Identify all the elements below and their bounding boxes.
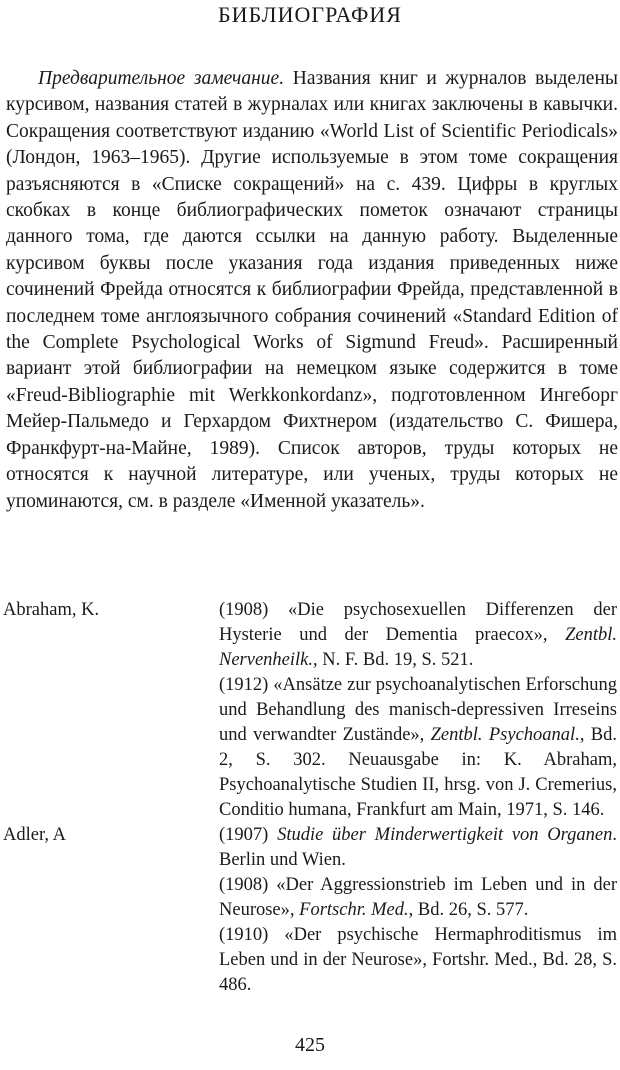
reference-text: (1907) [219,825,278,845]
entry-author: Abraham, K. [3,600,100,620]
page-heading: БИБЛИОГРАФИЯ [218,2,402,27]
reference-journal: Zentbl. Nervenheilk. [219,625,617,670]
reference-text: (1908) «Der Aggressionstrieb im Leben und in der Neurose», [219,875,617,920]
bibliography-list [0,598,620,998]
reference-details: , N. F. Bd. 19, S. 521. [313,650,474,670]
reference-item [219,823,617,873]
reference-item [219,598,617,673]
preliminary-note-lead: Предварительное замечание. [38,68,285,89]
reference-text: (1912) «Ansätze zur psychoanalytischen Erforschung und Behandlung des manisch-depressiven Irreseins und verwandter Zustände», [219,675,617,745]
preliminary-note-text: Названия книг и журналов выделены курсивом, названия статей в журналах или книгах заключены в кавычки. Сокращения соответствуют изданию «World List of Scientific Periodicals» (Лондон, 1963–1965). Другие используемые в этом томе сокращения разъясняются в «Списке сокращений» на с. 439. Цифры в круглых скобках в конце библиографических пометок означают страницы данного тома, где даются ссылки на данную работу. Выделенные курсивом буквы после указания года издания приведенных ниже сочинений Фрейда относятся к библиографии Фрейда, представленной в последнем томе англоязычного собрания сочинений «Standard Edition of the Complete Psychological Works of Sigmund Freud». Расширенный вариант этой библиографии на немецком языке содержится в томе «Freud-Bibliographie mit Werkkonkordanz», подготовленном Ингеборг Мейер-Пальмедо и Герхардом Фихтнером (издательство С. Фишера, Франкфурт-на-Майне, 1989). Список авторов, труды которых не относятся к научной литературе, или ученых, труды которых не упоминаются, см. в разделе «Именной указатель». [6,68,618,512]
preliminary-note [6,66,618,515]
reference-journal: Fortschr. Med. [299,900,409,920]
page-number: 425 [295,1034,325,1056]
bibliography-entry [0,598,620,823]
reference-item [219,923,617,998]
entry-references [219,823,617,998]
entry-author: Adler, A [3,825,66,845]
reference-text: (1908) «Die psychosexuellen Differenzen der Hysterie und der Dementia praecox», [219,600,617,645]
reference-item [219,873,617,923]
reference-details: , Bd. 2, S. 302. Neuausgabe in: K. Abraham, Psychoanalytische Studien II, hrsg. von J. Cremerius, Conditio humana, Frankfurt am Main, 1971, S. 146. [219,725,617,820]
bibliography-entry [0,823,620,998]
reference-journal: Zentbl. Psychoanal. [430,725,580,745]
reference-details: . Berlin und Wien. [219,825,618,870]
entry-references [219,598,617,823]
reference-book-title: Studie über Minderwertigkeit von Organen [277,825,613,845]
reference-text: (1910) «Der psychische Hermaphroditismus im Leben und in der Neurose», Fortshr. Med., Bd. 28, S. 486. [219,925,617,995]
reference-item [219,673,617,823]
reference-details: , Bd. 26, S. 577. [408,900,529,920]
